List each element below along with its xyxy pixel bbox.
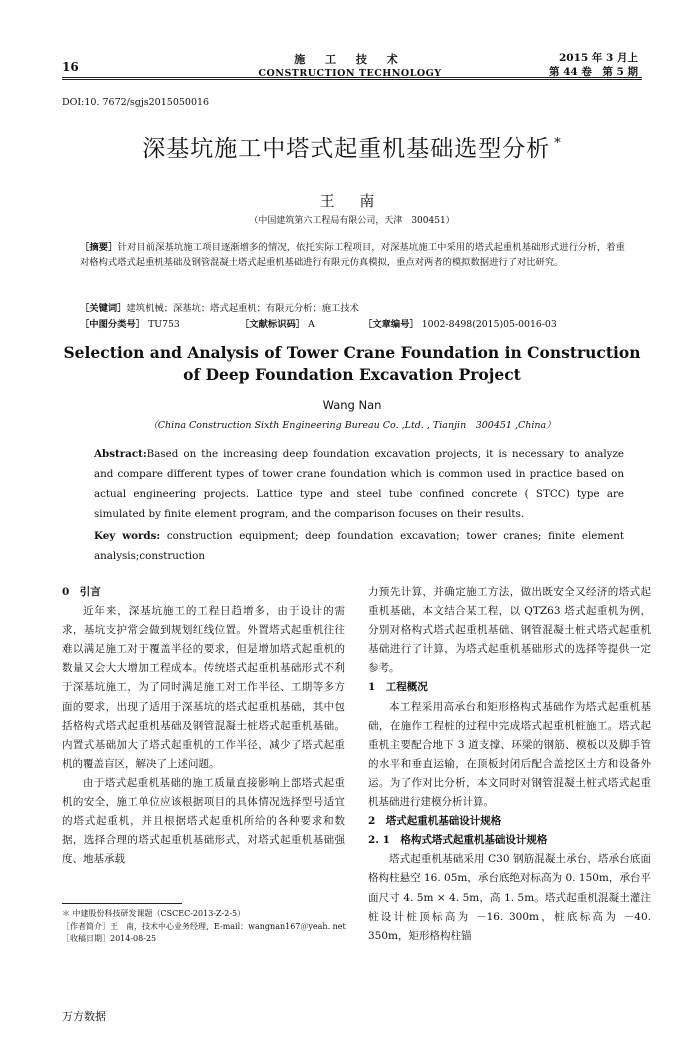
abstract-cn-label: ［摘要］ <box>80 242 118 253</box>
section-0-heading: 0 引言 <box>62 586 101 598</box>
title-cn-text: 深基坑施工中塔式起重机基础选型分析 <box>142 136 551 162</box>
journal-title-en: CONSTRUCTION TECHNOLOGY <box>258 68 442 79</box>
section-1-heading: 1 工程概况 <box>368 681 428 694</box>
abstract-cn <box>80 240 625 270</box>
page-number: 16 <box>62 60 79 74</box>
watermark-footer: 万方数据 <box>62 1010 106 1023</box>
body-column-left <box>62 583 345 869</box>
clc-label: ［中图分类号］ <box>80 319 146 330</box>
issue-date: 2015 年 3 月上 <box>559 52 638 64</box>
body-column-right <box>368 583 651 946</box>
issue-info <box>549 51 638 79</box>
author-cn: 王 南 <box>319 192 385 210</box>
doc-value: A <box>308 319 315 330</box>
clc-value: TU753 <box>148 319 180 330</box>
paragraph: 由于塔式起重机基础的施工质量直接影响上部塔式起重机的安全，施工单位应该根据项目的具体情况选择型号适宜的塔式起重机，并且根据塔式起重机所给的各种要求和数据，选择合理的塔式起重机基础形式，对塔式起重机基础强度、地基承载 <box>62 776 345 866</box>
abstract-en-text: Based on the increasing deep foundation excavation projects, it is necessary to analyze and compare different types of tower crane foundation which is common used in practice based on actual engineering projects. Lattice type and steel tube confined concrete ( STCC) type are simulated by finite element program, and the comparison focuses on their results. <box>94 448 624 520</box>
paragraph: 塔式起重机基础采用 C30 钢筋混凝土承台，塔承台底面格构柱悬空 16. 05m，承台底绝对标高为 0. 150m，承台平面尺寸 4. 5m × 4. 5m，高 1. 5m。塔式起重机混凝土灌注桩设计桩顶标高为 －16. 300m，桩底标高为 －40. 350m，矩形格构柱锚 <box>368 853 651 942</box>
keywords-en-label: Key words: <box>94 530 161 542</box>
keywords-cn-label: ［关键词］ <box>80 303 127 314</box>
article-id-label: ［文章编号］ <box>363 319 419 330</box>
section-2-1-heading: 2. 1 格构式塔式起重机基础设计规格 <box>368 834 548 847</box>
paragraph: 本工程采用高承台和矩形格构式基础作为塔式起重机基础，在施作工程桩的过程中完成塔式起重机桩施工。塔式起重机主要配合地下 3 道支撑、环梁的钢筋、模板以及脚手管的水平和垂直运输，在顶板封闭后配合盖挖区土方和设备外运。为了作对比分析，本文同时对钢管混凝土桩式塔式起重机基础进行建模分析计算。 <box>368 700 651 809</box>
issue-volume: 第 44 卷 第 5 期 <box>548 66 638 78</box>
paragraph: 力预先计算，并确定施工方法，做出既安全又经济的塔式起重机基础，本文结合某工程，以 QTZ63 塔式起重机为例，分别对格构式塔式起重机基础、钢管混凝土桩式塔式起重机基础进行了计算，为塔式起重机基础形式的选择等提供一定参考。 <box>368 586 651 675</box>
doi: DOI:10. 7672/sgjs2015050016 <box>62 97 210 108</box>
author-en: Wang Nan <box>322 398 382 412</box>
affiliation-cn: （中国建筑第六工程局有限公司，天津 300451） <box>249 216 455 226</box>
journal-header <box>230 51 470 79</box>
abstract-en-label: Abstract: <box>94 448 147 460</box>
abstract-en <box>94 444 624 524</box>
journal-title-cn: 施 工 技 术 <box>294 53 406 66</box>
keywords-cn-text: 建筑机械；深基坑；塔式起重机；有限元分析；施工技术 <box>126 303 359 314</box>
paragraph: 近年来，深基坑施工的工程日趋增多，由于设计的需求，基坑支护常会做到规划红线位置。外置塔式起重机往往难以满足施工对于覆盖半径的要求，但是增加塔式起重机的数量又会大大增加工程成本。传统塔式起重机基础形式不利于深基坑施工，为了同时满足施工对工作半径、工期等多方面的要求，出现了适用于深基坑的塔式起重机基础，其中包括格构式塔式起重机基础及钢管混凝土桩塔式起重机基础。内置式基础加大了塔式起重机的工作半径，减少了塔式起重机的覆盖盲区，解决了上述问题。 <box>62 605 345 770</box>
doc-code <box>240 316 315 330</box>
author-bio: ［作者简介］王 南，技术中心业务经理，E-mail：wangnan167＠yeah. net <box>62 921 346 931</box>
footnotes <box>62 908 347 946</box>
abstract-cn-text: 针对目前深基坑施工项目逐渐增多的情况，依托实际工程项目，对深基坑施工中采用的塔式起重机基础形式进行分析，着重对格构式塔式起重机基础及钢管混凝土塔式起重机基础进行有限元仿真模拟，重点对两者的模拟数据进行了对比研究。 <box>80 242 625 268</box>
header-rule <box>62 77 642 78</box>
doc-label: ［文献标识码］ <box>240 319 306 330</box>
section-2-heading: 2 塔式起重机基础设计规格 <box>368 815 502 828</box>
affiliation-en: （China Construction Sixth Engineering Bureau Co. ,Ltd. , Tianjin 300451 ,China） <box>148 420 556 431</box>
keywords-en <box>94 526 624 566</box>
article-id <box>363 316 557 330</box>
title-cn <box>62 130 642 163</box>
fund-note: ＊ 中建股份科技研发课题（CSCEC-2013-Z-2-5） <box>62 909 246 918</box>
clc-code <box>80 316 180 330</box>
keywords-en-text: construction equipment; deep foundation excavation; tower cranes; finite element analysis;construction <box>94 530 625 562</box>
keywords-cn <box>80 300 625 314</box>
title-en: Selection and Analysis of Tower Crane Foundation in Construction of Deep Foundation Excavation Project <box>63 343 641 384</box>
footnote-rule <box>62 903 182 904</box>
received-date: ［收稿日期］2014-08-25 <box>62 934 157 943</box>
title-footnote-mark: * <box>554 136 562 152</box>
header-rule-secondary <box>62 79 642 80</box>
article-id-value: 1002-8498(2015)05-0016-03 <box>421 319 557 330</box>
